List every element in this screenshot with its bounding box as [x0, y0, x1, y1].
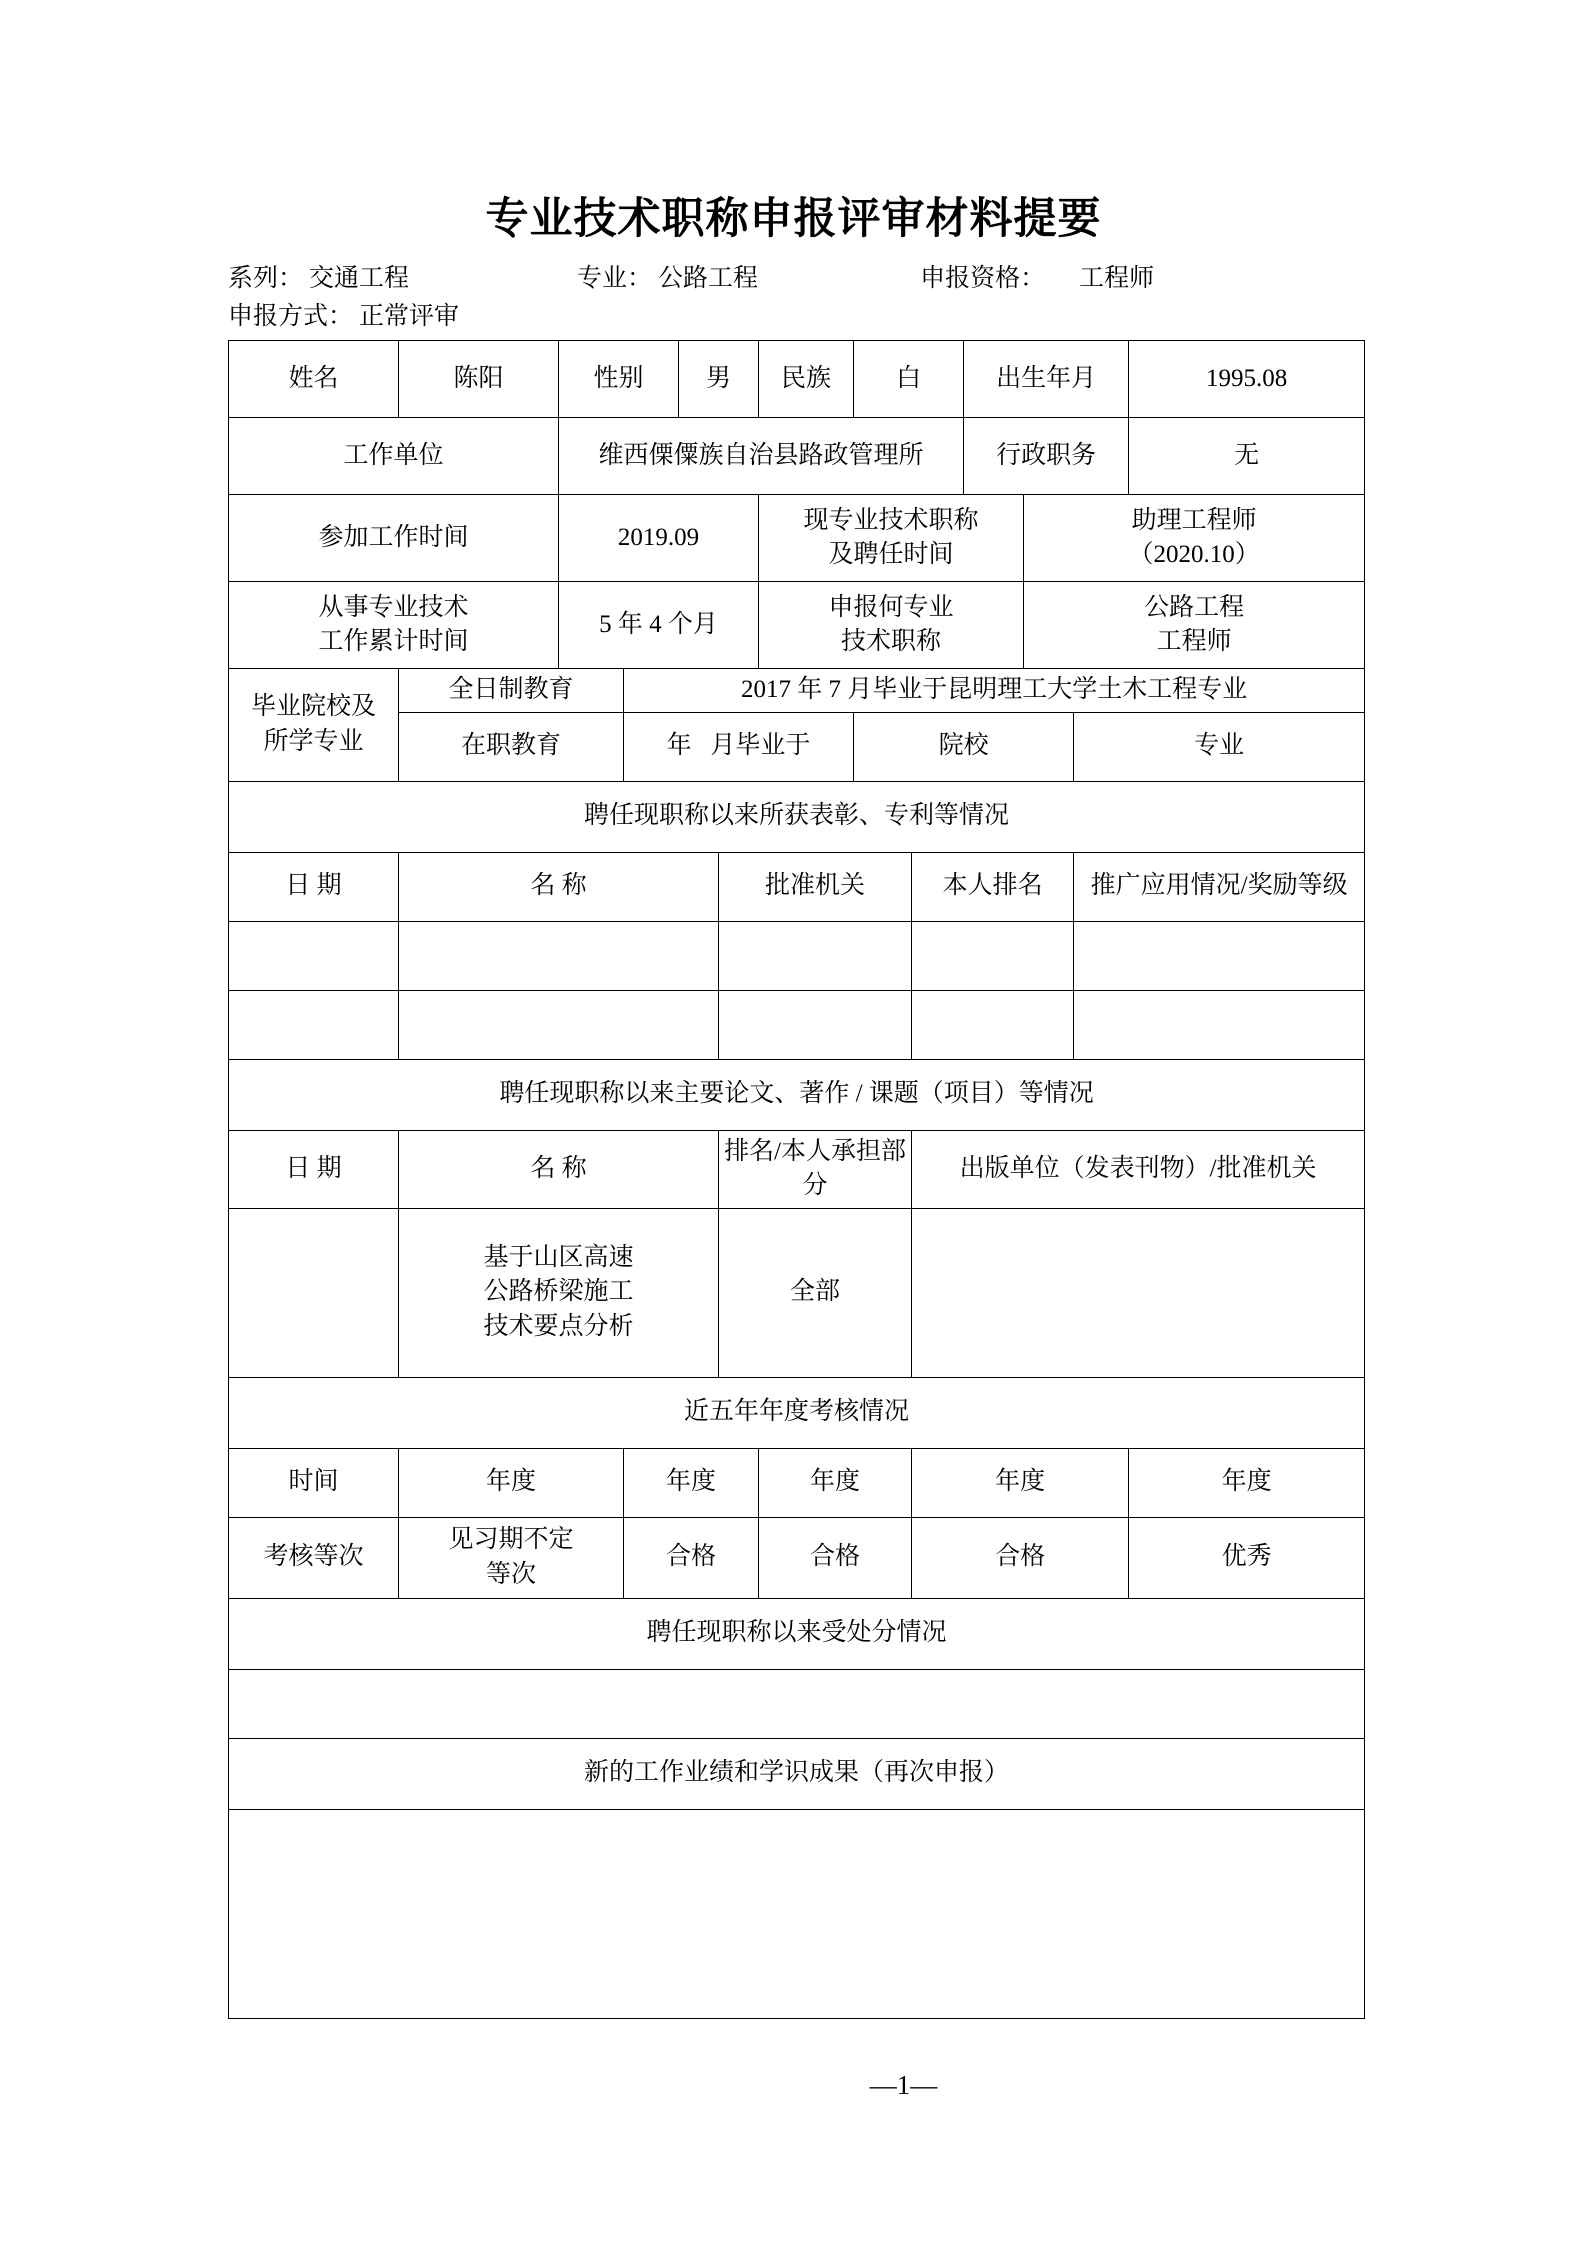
assessment-year-header-2: 年度 — [624, 1448, 759, 1517]
work-unit-label: 工作单位 — [229, 418, 559, 495]
method-field — [228, 296, 459, 332]
major-label: 专业： — [577, 265, 653, 292]
assessment-section-title: 近五年年度考核情况 — [229, 1377, 1365, 1448]
qualification-value: 工程师 — [1079, 265, 1155, 292]
name-label: 姓名 — [229, 341, 399, 418]
table-row-basic-3 — [229, 495, 1365, 582]
current-title-value-line1: 助理工程师 — [1131, 506, 1257, 534]
paper-name-line2: 公路桥梁施工 — [483, 1278, 634, 1306]
birth-value: 1995.08 — [1129, 341, 1365, 418]
assessment-grade-1 — [399, 1517, 624, 1598]
header-row-2 — [228, 296, 1368, 334]
method-label: 申报方式： — [228, 303, 354, 330]
qualification-label: 申报资格： — [920, 265, 1046, 292]
assessment-grade-2: 合格 — [624, 1517, 759, 1598]
awards-col-authority: 批准机关 — [719, 852, 912, 921]
apply-title-value-line2: 工程师 — [1156, 628, 1232, 655]
awards-cell-authority[interactable] — [719, 990, 912, 1059]
table-row-discipline-content — [229, 1669, 1365, 1738]
qualification-field — [920, 258, 1154, 294]
awards-cell-name[interactable] — [399, 921, 719, 990]
table-row-papers-section — [229, 1059, 1365, 1130]
current-title-value — [1024, 495, 1365, 582]
papers-cell-name[interactable] — [399, 1208, 719, 1377]
current-title-value-line2: （2020.10） — [1128, 541, 1260, 568]
series-field — [228, 258, 409, 294]
awards-cell-name[interactable] — [399, 990, 719, 1059]
papers-cell-date[interactable] — [229, 1208, 399, 1377]
new-achievements-content[interactable] — [229, 1809, 1365, 2018]
paper-name-line1: 基于山区高速 — [483, 1243, 634, 1271]
work-start-label: 参加工作时间 — [229, 495, 559, 582]
papers-col-publisher: 出版单位（发表刊物）/批准机关 — [912, 1130, 1365, 1208]
current-title-label — [759, 495, 1024, 582]
work-unit-value: 维西傈僳族自治县路政管理所 — [559, 418, 964, 495]
assessment-grade-3: 合格 — [759, 1517, 912, 1598]
papers-cell-rank[interactable]: 全部 — [719, 1208, 912, 1377]
inservice-major: 专业 — [1074, 712, 1365, 781]
awards-cell-authority[interactable] — [719, 921, 912, 990]
apply-title-label-line2: 技术职称 — [841, 628, 942, 655]
apply-title-label — [759, 582, 1024, 669]
table-row-assessment-years — [229, 1448, 1365, 1517]
page-number: —1— — [869, 2070, 938, 2100]
awards-col-name: 名 称 — [399, 852, 719, 921]
gender-label: 性别 — [559, 341, 679, 418]
education-row-label-line2: 所学专业 — [263, 727, 364, 755]
admin-post-value: 无 — [1129, 418, 1365, 495]
table-row-discipline-section — [229, 1598, 1365, 1669]
table-row-basic-2 — [229, 418, 1365, 495]
assessment-time-label: 时间 — [229, 1448, 399, 1517]
table-row-assessment-section — [229, 1377, 1365, 1448]
assessment-grade-1-line2: 等次 — [486, 1560, 537, 1588]
assessment-year-header-1: 年度 — [399, 1448, 624, 1517]
name-value: 陈阳 — [399, 341, 559, 418]
years-label — [229, 582, 559, 669]
apply-title-value — [1024, 582, 1365, 669]
awards-col-application: 推广应用情况/奖励等级 — [1074, 852, 1365, 921]
awards-cell-date[interactable] — [229, 921, 399, 990]
assessment-grade-5: 优秀 — [1129, 1517, 1365, 1598]
fulltime-education-value: 2017 年 7 月毕业于昆明理工大学土木工程专业 — [624, 669, 1365, 713]
awards-col-rank: 本人排名 — [912, 852, 1074, 921]
awards-cell-date[interactable] — [229, 990, 399, 1059]
papers-section-title: 聘任现职称以来主要论文、著作 / 课题（项目）等情况 — [229, 1059, 1365, 1130]
awards-cell-rank[interactable] — [912, 990, 1074, 1059]
apply-title-value-line1: 公路工程 — [1144, 593, 1245, 621]
table-row-basic-4 — [229, 582, 1365, 669]
awards-cell-application[interactable] — [1074, 990, 1365, 1059]
years-value: 5 年 4 个月 — [559, 582, 759, 669]
fulltime-education-label: 全日制教育 — [399, 669, 624, 713]
papers-cell-publisher[interactable] — [912, 1208, 1365, 1377]
table-row-awards-section — [229, 781, 1365, 852]
papers-col-name: 名 称 — [399, 1130, 719, 1208]
inservice-education-label: 在职教育 — [399, 712, 624, 781]
current-title-label-line2: 及聘任时间 — [828, 541, 954, 568]
table-row-education-fulltime — [229, 669, 1365, 713]
inservice-graduation-text — [624, 712, 854, 781]
table-row-awards-1 — [229, 921, 1365, 990]
paper-name-line3: 技术要点分析 — [483, 1312, 634, 1340]
header-row-1 — [228, 258, 1368, 296]
papers-col-date: 日 期 — [229, 1130, 399, 1208]
assessment-year-header-3: 年度 — [759, 1448, 912, 1517]
inservice-year: 年 — [666, 732, 692, 760]
awards-col-date: 日 期 — [229, 852, 399, 921]
table-row-papers-1 — [229, 1208, 1365, 1377]
table-row-new-achievements-section — [229, 1738, 1365, 1809]
major-value: 公路工程 — [658, 265, 759, 292]
inservice-month: 月毕业于 — [710, 732, 811, 760]
major-field — [577, 258, 758, 294]
birth-label: 出生年月 — [964, 341, 1129, 418]
awards-cell-application[interactable] — [1074, 921, 1365, 990]
assessment-grade-label: 考核等次 — [229, 1517, 399, 1598]
series-value: 交通工程 — [309, 265, 410, 292]
awards-cell-rank[interactable] — [912, 921, 1074, 990]
education-row-label — [229, 669, 399, 782]
discipline-content[interactable] — [229, 1669, 1365, 1738]
work-start-value: 2019.09 — [559, 495, 759, 582]
table-row-education-inservice — [229, 712, 1365, 781]
assessment-grade-4: 合格 — [912, 1517, 1129, 1598]
years-label-line1: 从事专业技术 — [318, 593, 469, 621]
header-meta — [228, 258, 1368, 334]
table-row-awards-2 — [229, 990, 1365, 1059]
new-achievements-section-title: 新的工作业绩和学识成果（再次申报） — [229, 1738, 1365, 1809]
inservice-school: 院校 — [854, 712, 1074, 781]
series-label: 系列： — [228, 265, 304, 292]
apply-title-label-line1: 申报何专业 — [828, 593, 954, 621]
page-footer — [0, 2070, 1587, 2101]
awards-section-title: 聘任现职称以来所获表彰、专利等情况 — [229, 781, 1365, 852]
education-row-label-line1: 毕业院校及 — [250, 693, 376, 721]
assessment-grade-1-line1: 见习期不定 — [448, 1526, 574, 1553]
table-row-new-achievements-content — [229, 1809, 1365, 2018]
admin-post-label: 行政职务 — [964, 418, 1129, 495]
papers-col-rank: 排名/本人承担部分 — [719, 1130, 912, 1208]
assessment-year-header-5: 年度 — [1129, 1448, 1365, 1517]
table-row-basic-1 — [229, 341, 1365, 418]
table-row-awards-header — [229, 852, 1365, 921]
assessment-year-header-4: 年度 — [912, 1448, 1129, 1517]
method-value: 正常评审 — [359, 303, 460, 330]
discipline-section-title: 聘任现职称以来受处分情况 — [229, 1598, 1365, 1669]
ethnicity-value: 白 — [854, 341, 964, 418]
page-title: 专业技术职称申报评审材料提要 — [485, 196, 1102, 243]
application-summary-table — [228, 340, 1365, 2019]
gender-value: 男 — [679, 341, 759, 418]
table-row-papers-header — [229, 1130, 1365, 1208]
table-row-assessment-grades — [229, 1517, 1365, 1598]
years-label-line2: 工作累计时间 — [318, 628, 469, 655]
ethnicity-label: 民族 — [759, 341, 854, 418]
current-title-label-line1: 现专业技术职称 — [803, 506, 979, 534]
